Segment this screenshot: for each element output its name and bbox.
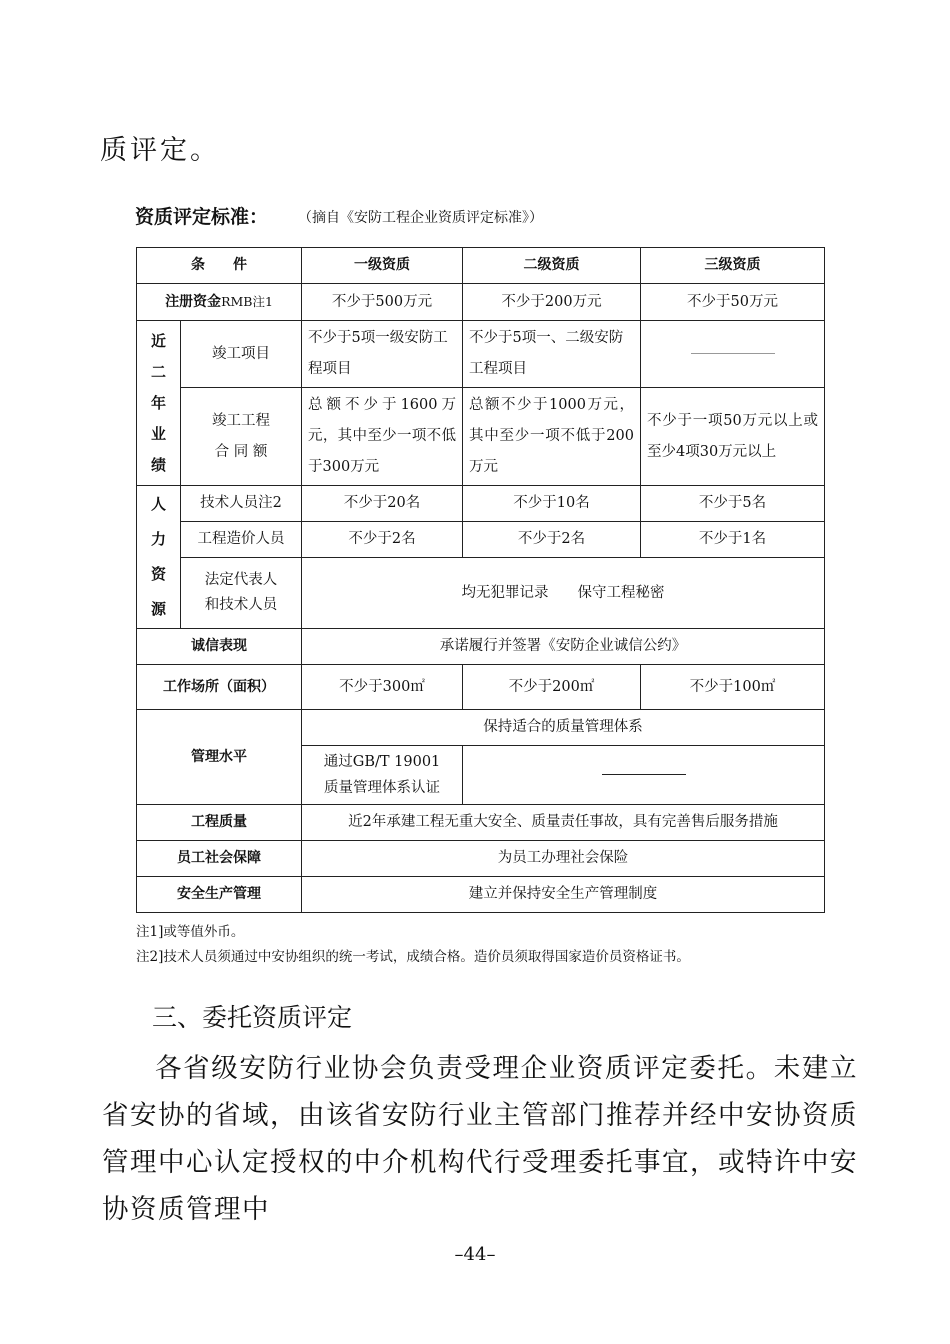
hr-group-text: 人力资源 (150, 495, 166, 618)
tech-staff-level-3: 不少于5名 (641, 486, 825, 522)
cost-staff-level-1: 不少于2名 (302, 522, 463, 558)
table-row-tech-staff (137, 486, 825, 522)
safety-label: 安全生产管理 (137, 877, 302, 913)
integrity-value: 承诺履行并签署《安防企业诚信公约》 (302, 629, 825, 665)
header-condition: 条 件 (137, 248, 302, 284)
table-row-workplace (137, 665, 825, 710)
standard-source: （摘自《安防工程企业资质评定标准》） (298, 210, 543, 226)
table-row-management-1 (137, 710, 825, 746)
table-row-capital (137, 284, 825, 321)
tech-staff-level-2: 不少于10名 (463, 486, 641, 522)
header-level-2: 二级资质 (463, 248, 641, 284)
standard-heading: 资质评定标准： (135, 206, 269, 228)
table-row-integrity (137, 629, 825, 665)
management-label: 管理水平 (137, 710, 302, 805)
contract-amount-label-1: 竣工工程 (212, 412, 270, 429)
management-row-2-empty (463, 746, 825, 805)
capital-level-1: 不少于500万元 (302, 284, 463, 321)
performance-group-label (137, 321, 181, 486)
table-row-social (137, 841, 825, 877)
completed-projects-label: 竣工项目 (181, 321, 302, 388)
management-row-2-line-1: 通过GB/T 19001 (323, 754, 441, 770)
completed-projects-level-3 (641, 321, 825, 388)
header-level-1: 一级资质 (302, 248, 463, 284)
note-1: 注1]或等值外币。 (136, 924, 245, 940)
workplace-level-2: 不少于200㎡ (463, 665, 641, 710)
quality-label: 工程质量 (137, 805, 302, 841)
capital-label-cell (137, 284, 302, 321)
legal-rep-value: 均无犯罪记录 保守工程秘密 (302, 558, 825, 629)
performance-group-text: 近二年业绩 (150, 331, 166, 474)
legal-rep-label (181, 558, 302, 629)
page-number: –44– (454, 1244, 496, 1265)
workplace-level-1: 不少于300㎡ (302, 665, 463, 710)
legal-rep-label-1: 法定代表人 (204, 572, 278, 588)
note-2: 注2]技术人员须通过中安协组织的统一考试，成绩合格。造价员须取得国家造价员资格证书。 (136, 949, 690, 965)
tech-staff-label: 技术人员注2 (181, 486, 302, 522)
cost-staff-level-3: 不少于1名 (641, 522, 825, 558)
hr-group-label (137, 486, 181, 629)
contract-amount-level-2: 总额不少于1000万元，其中至少一项不低于200万元 (463, 388, 641, 486)
management-row-1: 保持适合的质量管理体系 (302, 710, 825, 746)
workplace-level-3: 不少于100㎡ (641, 665, 825, 710)
capital-label: 注册资金 (165, 294, 222, 310)
cost-staff-level-2: 不少于2名 (463, 522, 641, 558)
table-row-cost-staff (137, 522, 825, 558)
capital-unit: RMB注1 (221, 294, 273, 309)
header-level-3: 三级资质 (641, 248, 825, 284)
management-row-2-line-2: 质量管理体系认证 (324, 780, 440, 796)
table-row-safety (137, 877, 825, 913)
integrity-label: 诚信表现 (137, 629, 302, 665)
management-row-2 (302, 746, 463, 805)
table-row-legal-rep (137, 558, 825, 629)
social-value: 为员工办理社会保险 (302, 841, 825, 877)
legal-rep-label-2: 和技术人员 (204, 597, 278, 613)
completed-projects-level-2: 不少于5项一、二级安防工程项目 (463, 321, 641, 388)
capital-level-2: 不少于200万元 (463, 284, 641, 321)
lead-text: 质评定。 (100, 135, 220, 166)
table-row-quality (137, 805, 825, 841)
quality-value: 近2年承建工程无重大安全、质量责任事故，具有完善售后服务措施 (302, 805, 825, 841)
table-header-row (137, 248, 825, 284)
section-title: 三、委托资质评定 (152, 1003, 353, 1032)
contract-amount-level-1: 总额不少于1600万元，其中至少一项不低于300万元 (302, 388, 463, 486)
safety-value: 建立并保持安全生产管理制度 (302, 877, 825, 913)
contract-amount-level-3: 不少于一项50万元以上或至少4项30万元以上 (641, 388, 825, 486)
capital-level-3: 不少于50万元 (641, 284, 825, 321)
contract-amount-label (181, 388, 302, 486)
workplace-label: 工作场所（面积） (137, 665, 302, 710)
table-row-completed-projects (137, 321, 825, 388)
table-row-contract-amount (137, 388, 825, 486)
body-paragraph: 各省级安防行业协会负责受理企业资质评定委托。未建立省安协的省域，由该省安防行业主管部门推荐并经中安协资质管理中心认定授权的中介机构代行受理委托事宜，或特许中安协资质管理中 (102, 1053, 858, 1225)
social-label: 员工社会保障 (137, 841, 302, 877)
completed-projects-level-1: 不少于5项一级安防工程项目 (302, 321, 463, 388)
empty-dash (691, 353, 775, 354)
tech-staff-level-1: 不少于20名 (302, 486, 463, 522)
contract-amount-label-2: 合 同 额 (214, 443, 268, 460)
cost-staff-label: 工程造价人员 (181, 522, 302, 558)
qualification-table (136, 247, 825, 913)
empty-dash (602, 774, 686, 775)
